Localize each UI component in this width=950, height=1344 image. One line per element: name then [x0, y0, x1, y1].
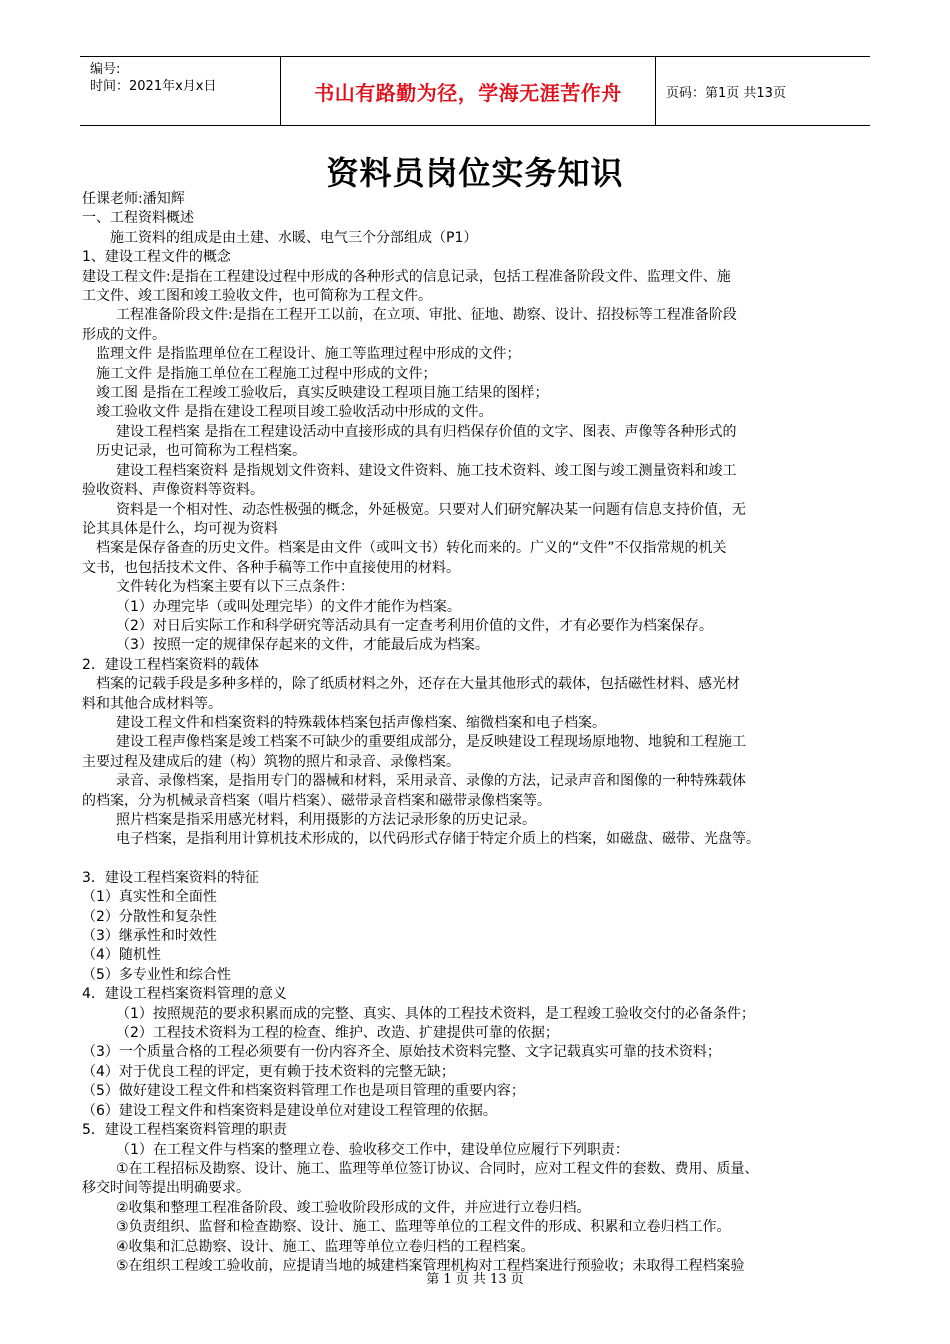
text-line: 一、工程资料概述 [82, 210, 194, 227]
text-line: 档案的记载手段是多种多样的，除了纸质材料之外，还存在大量其他形式的载体，包括磁性材料、感光材 [96, 676, 740, 693]
text-line: 3．建设工程档案资料的特征 [82, 869, 259, 886]
text-line: 录音、录像档案，是指用专门的器械和材料，采用录音、录像的方法，记录声音和图像的一种特殊载体 [116, 773, 746, 790]
text-line: 5．建设工程档案资料管理的职责 [82, 1122, 287, 1139]
text-line: 主要过程及建成后的建（构）筑物的照片和录音、录像档案。 [82, 753, 460, 770]
text-line: （3）按照一定的规律保存起来的文件，才能最后成为档案。 [116, 637, 489, 654]
text-line: 施工文件 是指施工单位在工程施工过程中形成的文件； [96, 365, 437, 382]
text-line: 的档案，分为机械录音档案（唱片档案）、磁带录音档案和磁带录像档案等。 [82, 792, 551, 809]
text-line: 资料是一个相对性、动态性极强的概念，外延极宽。只要对人们研究解决某一问题有信息支持价值，无 [116, 501, 746, 518]
header-left-cell [80, 57, 280, 125]
text-line: 施工资料的组成是由土建、水暖、电气三个分部组成（P1） [110, 229, 478, 246]
text-line: （2）分散性和复杂性 [82, 908, 217, 925]
text-line: 档案是保存备查的历史文件。档案是由文件（或叫文书）转化而来的。广义的“文件”不仅指常规的机关 [96, 540, 727, 557]
text-line: 竣工验收文件 是指在建设工程项目竣工验收活动中形成的文件。 [96, 404, 493, 421]
text-line: 监理文件 是指监理单位在工程设计、施工等监理过程中形成的文件； [96, 346, 521, 363]
text-line: 1、建设工程文件的概念 [82, 249, 231, 266]
text-line: 建设工程档案 是指在工程建设活动中直接形成的具有归档保存价值的文字、图表、声像等各种形式的 [116, 423, 737, 440]
text-line: 建设工程文件和档案资料的特殊载体档案包括声像档案、缩微档案和电子档案。 [116, 714, 606, 731]
text-line: ②收集和整理工程准备阶段、竣工验收阶段形成的文件，并应进行立卷归档。 [116, 1199, 591, 1216]
text-line: （1）在工程文件与档案的整理立卷、验收移交工作中，建设单位应履行下列职责： [116, 1141, 629, 1158]
text-line: 历史记录，也可简称为工程档案。 [96, 443, 306, 460]
text-line: 任课老师:潘知辉 [82, 191, 185, 207]
text-line: 工文件、竣工图和竣工验收文件，也可简称为工程文件。 [82, 288, 432, 305]
page-footer: 第 1 页 共 13 页 [426, 1272, 524, 1287]
text-line: （5）多专业性和综合性 [82, 966, 231, 983]
document-body [82, 190, 882, 1276]
text-line: 工程准备阶段文件:是指在工程开工以前，在立项、审批、征地、勘察、设计、招投标等工程准备阶段 [116, 307, 737, 324]
text-line: （1）按照规范的要求积累而成的完整、真实、具体的工程技术资料，是工程竣工验收交付的必备条件； [116, 1005, 755, 1022]
text-line: （1）办理完毕（或叫处理完毕）的文件才能作为档案。 [116, 598, 461, 615]
text-line: 建设工程档案资料 是指规划文件资料、建设文件资料、施工技术资料、竣工图与竣工测量资料和竣工 [116, 462, 737, 479]
text-line: 形成的文件。 [82, 326, 166, 343]
blank-line [82, 850, 882, 869]
text-line: 料和其他合成材料等。 [82, 695, 222, 712]
text-line: 论其具体是什么，均可视为资料 [82, 520, 278, 537]
header-table [80, 56, 870, 126]
text-line: ③负责组织、监督和检查勘察、设计、施工、监理等单位的工程文件的形成、积累和立卷归档工作。 [116, 1219, 731, 1236]
text-line: ⑤在组织工程竣工验收前，应提请当地的城建档案管理机构对工程档案进行预验收；未取得工程档案验 [116, 1257, 745, 1274]
text-line: （4）随机性 [82, 947, 161, 964]
motto: 书山有路勤为径，学海无涯苦作舟 [280, 57, 656, 125]
text-line: 文书，也包括技术文件、各种手稿等工作中直接使用的材料。 [82, 559, 460, 576]
text-line: （4）对于优良工程的评定，更有赖于技术资料的完整无缺； [82, 1063, 455, 1080]
text-line: 验收资料、声像资料等资料。 [82, 482, 264, 499]
page-title: 资料员岗位实务知识 [326, 154, 624, 192]
text-line: 竣工图 是指在工程竣工验收后，真实反映建设工程项目施工结果的图样； [96, 385, 549, 402]
time-label: 时间：2021年x月x日 [90, 79, 217, 94]
text-line: 电子档案，是指利用计算机技术形成的，以代码形式存储于特定介质上的档案，如磁盘、磁带、光盘等。 [116, 831, 760, 848]
text-line: （3）继承性和时效性 [82, 928, 217, 945]
text-line: （2）对日后实际工作和科学研究等活动具有一定查考利用价值的文件，才有必要作为档案保存。 [116, 617, 713, 634]
text-line: （5）做好建设工程文件和档案资料管理工作也是项目管理的重要内容； [82, 1083, 525, 1100]
page-code: 页码：第1页 共13页 [666, 85, 786, 101]
text-line: 2．建设工程档案资料的载体 [82, 656, 259, 673]
text-line: ④收集和汇总勘察、设计、施工、监理等单位立卷归档的工程档案。 [116, 1238, 535, 1255]
text-line: （6）建设工程文件和档案资料是建设单位对建设工程管理的依据。 [82, 1102, 497, 1119]
text-line: 建设工程声像档案是竣工档案不可缺少的重要组成部分，是反映建设工程现场原地物、地貌和工程施工 [116, 734, 746, 751]
text-line: （3）一个质量合格的工程必须要有一份内容齐全、原始技术资料完整、文字记载真实可靠的技术资料； [82, 1044, 721, 1061]
text-line: 文件转化为档案主要有以下三点条件： [116, 579, 354, 596]
text-line: ①在工程招标及勘察、设计、施工、监理等单位签订协议、合同时，应对工程文件的套数、费用、质量、 [116, 1160, 759, 1177]
number-label: 编号: [90, 62, 121, 77]
text-line: 4．建设工程档案资料管理的意义 [82, 986, 287, 1003]
text-line: 照片档案是指采用感光材料，利用摄影的方法记录形象的历史记录。 [116, 812, 536, 828]
text-line: 建设工程文件:是指在工程建设过程中形成的各种形式的信息记录，包括工程准备阶段文件、监理文件、施 [82, 268, 731, 285]
text-line: 移交时间等提出明确要求。 [82, 1180, 250, 1197]
text-line: （1）真实性和全面性 [82, 889, 217, 906]
text-line: （2）工程技术资料为工程的检查、维护、改造、扩建提供可靠的依据； [116, 1025, 559, 1042]
